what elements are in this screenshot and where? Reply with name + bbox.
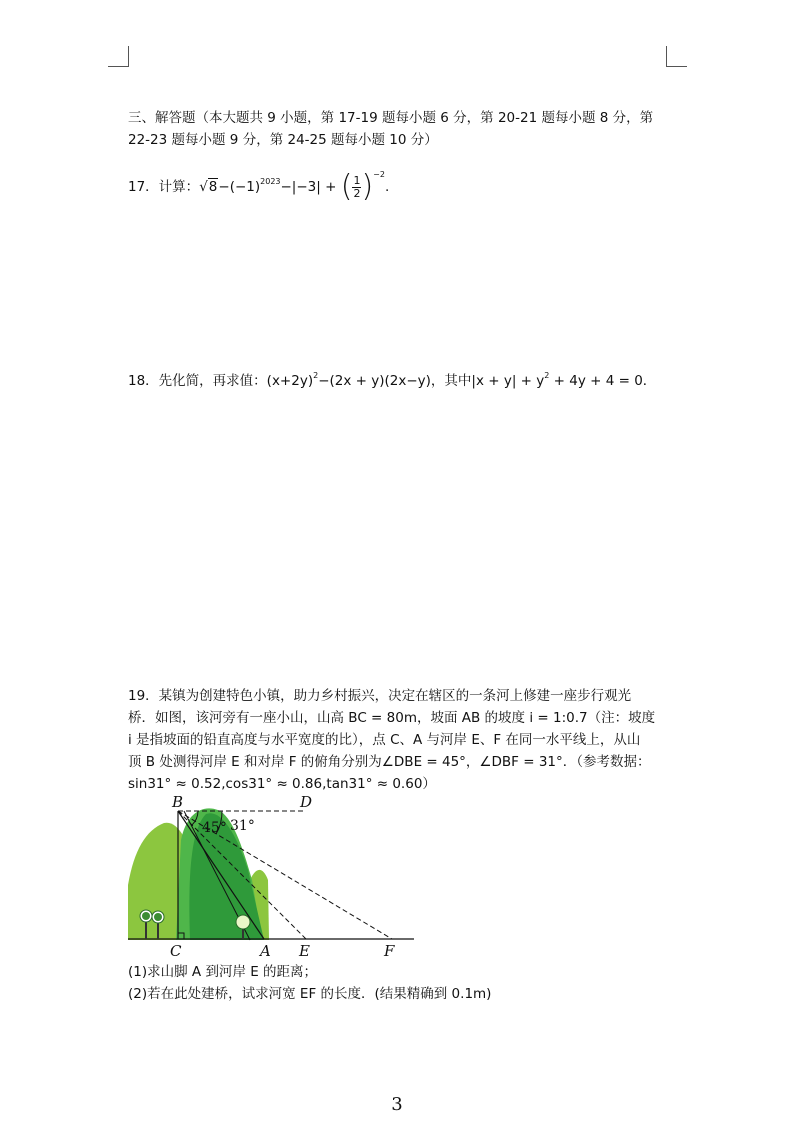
q18-prefix: 18．先化简，再求值：(x+2y) [128,373,314,389]
q19-line-3: i 是指坡面的铅直高度与水平宽度的比），点 C、A 与河岸 E、F 在同一水平线上，从山 [128,732,641,748]
q19-subquestion-2: (2)若在此处建桥，试求河宽 EF 的长度．(结果精确到 0.1m) [128,986,492,1002]
q18-end: + 4y + 4 = 0． [549,373,657,389]
label-d: D [300,793,313,811]
q18-mid: −(2x + y)(2x−y)，其中|x + y| + y [318,373,545,389]
q17-sqrt: √8 [199,179,218,195]
q18-exp2: 2 [544,371,550,380]
q19-line-1: 19．某镇为创建特色小镇，助力乡村振兴，决定在辖区的一条河上修建一座步行观光 [128,688,632,704]
q17-end: . [384,179,390,195]
q17-exp1: 2023 [260,177,281,186]
label-f: F [384,942,395,960]
label-angle-45: 45° [202,820,227,836]
q17-fraction: ( $\frac{1}{2}$ ) [340,169,374,204]
q17-radicand: 8 [208,179,218,195]
label-a: A [260,942,271,960]
q19-line-4: 顶 B 处测得河岸 E 和对岸 F 的俯角分别为∠DBE = 45°，∠DBF = 31°．（参考数据： [128,754,651,770]
mountain-figure [126,790,426,962]
q19-line-5: sin31° ≈ 0.52,cos31° ≈ 0.86,tan31° ≈ 0.60） [128,776,436,792]
q17-part2: −|−3| + [280,179,337,195]
q19-subquestion-1: (1)求山脚 A 到河岸 E 的距离； [128,964,318,980]
q17-exp2: −2 [373,170,385,179]
label-e: E [299,942,310,960]
page-number: 3 [391,1094,403,1115]
crop-mark-left [108,46,129,67]
q17-frac-num: 1 [353,173,361,187]
question-18 [128,366,656,391]
q17-part1: −(−1) [218,179,261,195]
label-b: B [172,793,184,811]
label-c: C [170,942,182,960]
q17-prefix: 17．计算： [128,179,200,195]
q19-line-2: 桥．如图，该河旁有一座小山，山高 BC = 80m，坡面 AB 的坡度 i = 1:0.7（注：坡度 [128,710,656,726]
q17-frac-den: 2 [353,186,361,200]
section-heading-line1: 三、解答题（本大题共 9 小题，第 17-19 题每小题 6 分，第 20-21 题每小题 8 分，第 [128,110,654,126]
crop-mark-right [666,46,687,67]
section-heading-line2: 22-23 题每小题 9 分，第 24-25 题每小题 10 分） [128,132,438,148]
q18-exp1: 2 [313,371,319,380]
question-17 [128,160,389,202]
label-angle-31: 31° [230,818,255,834]
